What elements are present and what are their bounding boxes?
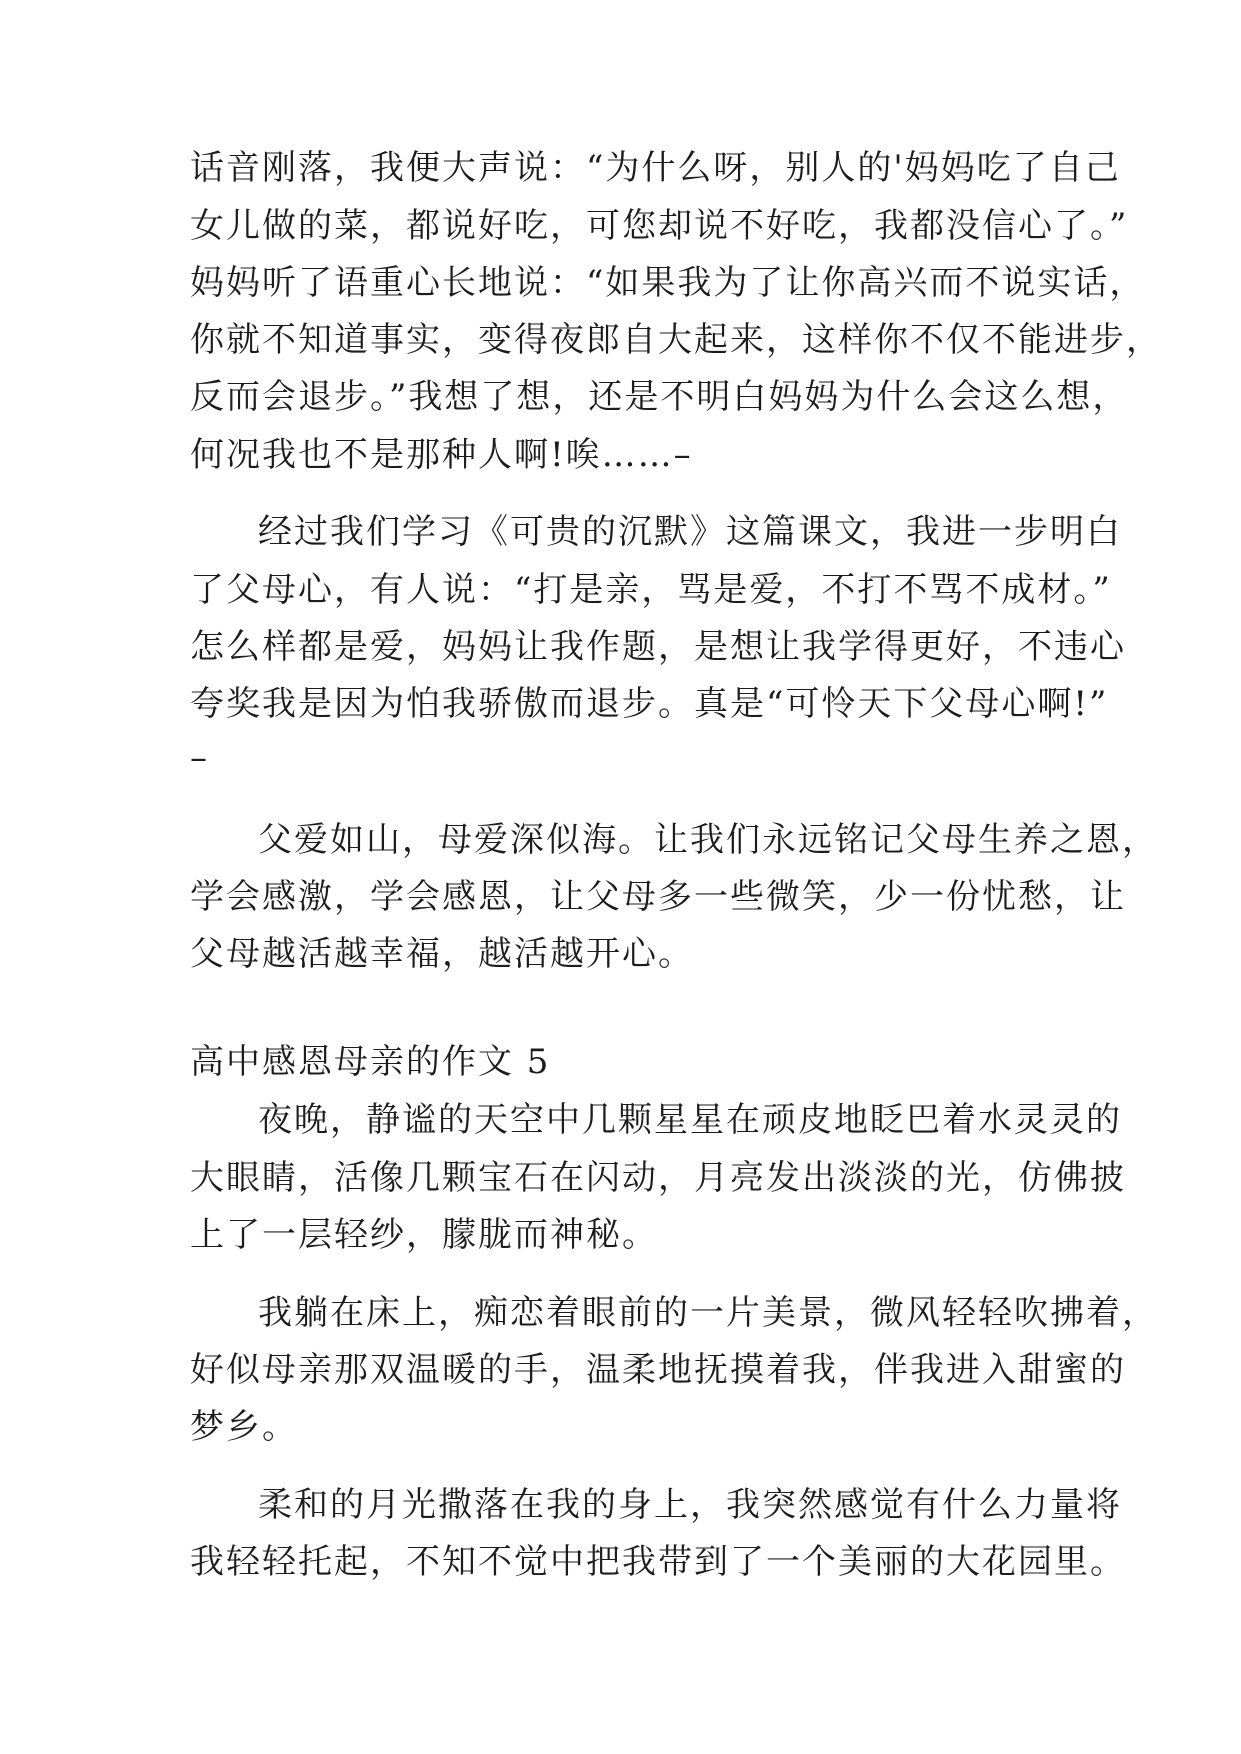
text-line: 学会感激，学会感恩，让父母多一些微笑，少一份忧愁，让	[190, 877, 1126, 917]
text-line: 夜晚，静谧的天空中几颗星星在顽皮地眨巴着水灵灵的	[258, 1100, 1122, 1140]
text-line: 柔和的月光撒落在我的身上，我突然感觉有什么力量将	[258, 1485, 1122, 1525]
text-line: 话音刚落，我便大声说：“为什么呀，别人的'妈妈吃了自己	[190, 148, 1121, 188]
text-line: 好似母亲那双温暖的手，温柔地抚摸着我，伴我进入甜蜜的	[190, 1350, 1126, 1390]
text-line: 经过我们学习《可贵的沉默》这篇课文，我进一步明白	[258, 512, 1122, 552]
text-line: –	[190, 738, 209, 778]
text-line: 何况我也不是那种人啊!唉……–	[190, 435, 693, 475]
text-line: 梦乡。	[190, 1407, 298, 1447]
text-line: 女儿做的菜，都说好吃，可您却说不好吃，我都没信心了。”	[190, 206, 1129, 246]
text-line: 我躺在床上，痴恋着眼前的一片美景，微风轻轻吹拂着，	[258, 1293, 1158, 1333]
text-line: 妈妈听了语重心长地说：“如果我为了让你高兴而不说实话，	[190, 263, 1146, 303]
text-line: 了父母心，有人说：“打是亲，骂是爱，不打不骂不成材。”	[190, 570, 1112, 610]
text-line: 我轻轻托起，不知不觉中把我带到了一个美丽的大花园里。	[190, 1542, 1126, 1582]
text-line: 大眼睛，活像几颗宝石在闪动，月亮发出淡淡的光，仿佛披	[190, 1158, 1126, 1198]
text-line: 夸奖我是因为怕我骄傲而退步。真是“可怜天下父母心啊!”	[190, 684, 1109, 724]
text-line: 你就不知道事实，变得夜郎自大起来，这样你不仅不能进步，	[190, 320, 1162, 360]
section-heading: 高中感恩母亲的作文 5	[190, 1042, 551, 1082]
text-line: 父爱如山，母爱深似海。让我们永远铭记父母生养之恩，	[258, 820, 1158, 860]
text-line: 怎么样都是爱，妈妈让我作题，是想让我学得更好，不违心	[190, 627, 1126, 667]
text-line: 父母越活越幸福，越活越开心。	[190, 934, 694, 974]
text-line: 反而会退步。”我想了想，还是不明白妈妈为什么会这么想，	[190, 377, 1129, 417]
text-line: 上了一层轻纱，朦胧而神秘。	[190, 1215, 658, 1255]
